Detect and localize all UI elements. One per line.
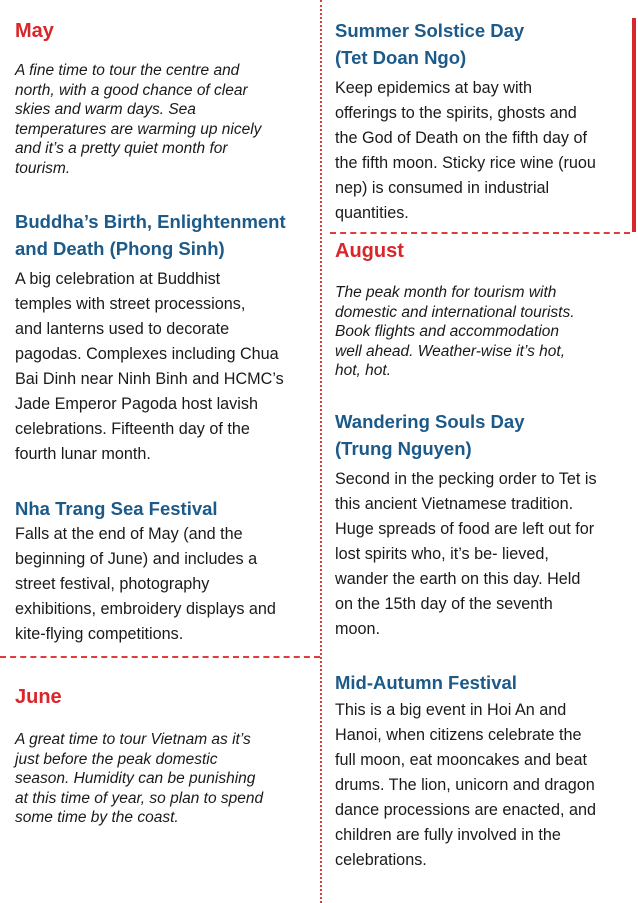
text-line: offerings to the spirits, ghosts and xyxy=(335,104,577,122)
august-intro xyxy=(335,283,630,381)
june-intro xyxy=(15,730,315,828)
nha-trang-title xyxy=(15,495,315,522)
text-line: Bai Dinh near Ninh Binh and HCMC’s xyxy=(15,370,284,388)
mid-autumn-body xyxy=(335,698,635,873)
text-line: (Tet Doan Ngo) xyxy=(335,47,467,68)
may-intro xyxy=(15,61,315,178)
text-line: fourth lunar month. xyxy=(15,445,151,463)
text-line: Summer Solstice Day xyxy=(335,20,525,41)
august-divider xyxy=(330,232,630,234)
text-line: and it’s a pretty quiet month for xyxy=(15,140,228,157)
text-line: children are fully involved in the xyxy=(335,826,561,844)
text-line: Falls at the end of May (and the xyxy=(15,525,243,543)
trung-nguyen-title xyxy=(335,408,630,462)
text-line: the fifth moon. Sticky rice wine (ruou xyxy=(335,154,596,172)
text-line: (Trung Nguyen) xyxy=(335,438,472,459)
text-line: The peak month for tourism with xyxy=(335,284,557,301)
text-line: kite-flying competitions. xyxy=(15,625,184,643)
text-line: temperatures are warming up nicely xyxy=(15,120,262,138)
text-line: exhibitions, embroidery displays and xyxy=(15,600,276,618)
text-line: A fine time to tour the centre and xyxy=(15,62,240,79)
text-line: Keep epidemics at bay with xyxy=(335,79,533,97)
text-line: moon. xyxy=(335,620,380,638)
text-line: Buddha’s Birth, Enlightenment xyxy=(15,211,286,232)
text-line: at this time of year, so plan to spend xyxy=(15,789,264,807)
august-heading: August xyxy=(335,240,404,262)
text-line: on the 15th day of the seventh xyxy=(335,595,553,613)
text-line: wander the earth on this day. Held xyxy=(335,570,581,588)
text-line: This is a big event in Hoi An and xyxy=(335,701,567,719)
text-line: A big celebration at Buddhist xyxy=(15,270,221,288)
tet-doan-ngo-body xyxy=(335,76,635,226)
text-line: domestic and international tourists. xyxy=(335,303,575,321)
text-line: Nha Trang Sea Festival xyxy=(15,498,218,519)
text-line: Hanoi, when citizens celebrate the xyxy=(335,726,582,744)
mid-autumn-title xyxy=(335,669,630,696)
text-line: skies and warm days. Sea xyxy=(15,101,196,118)
text-line: Wandering Souls Day xyxy=(335,411,525,432)
phong-sinh-body xyxy=(15,267,320,467)
text-line: and lanterns used to decorate xyxy=(15,320,230,338)
text-line: A great time to tour Vietnam as it’s xyxy=(15,731,251,748)
text-line: quantities. xyxy=(335,204,409,222)
text-line: season. Humidity can be punishing xyxy=(15,770,256,787)
text-line: lost spirits who, it’s be- lieved, xyxy=(335,545,549,563)
june-divider xyxy=(0,656,320,658)
text-line: Book flights and accommodation xyxy=(335,323,560,340)
text-line: just before the peak domestic xyxy=(15,750,218,768)
text-line: Huge spreads of food are left out for xyxy=(335,520,595,538)
text-line: beginning of June) and includes a xyxy=(15,550,258,568)
text-line: full moon, eat mooncakes and beat xyxy=(335,751,587,769)
text-line: drums. The lion, unicorn and dragon xyxy=(335,776,595,794)
text-line: well ahead. Weather-wise it’s hot, xyxy=(335,342,566,360)
text-line: celebrations. Fifteenth day of the xyxy=(15,420,250,438)
trung-nguyen-body xyxy=(335,467,635,642)
text-line: hot, hot. xyxy=(335,362,392,379)
text-line: the God of Death on the fifth day of xyxy=(335,129,587,147)
text-line: Jade Emperor Pagoda host lavish xyxy=(15,395,258,413)
text-line: temples with street processions, xyxy=(15,295,246,313)
phong-sinh-title xyxy=(15,208,315,262)
tet-doan-ngo-title xyxy=(335,17,630,71)
column-divider xyxy=(320,0,322,903)
may-heading: May xyxy=(15,20,54,42)
text-line: Mid-Autumn Festival xyxy=(335,672,517,693)
text-line: north, with a good chance of clear xyxy=(15,81,248,99)
nha-trang-body xyxy=(15,522,320,647)
text-line: pagodas. Complexes including Chua xyxy=(15,345,279,363)
text-line: tourism. xyxy=(15,159,71,177)
june-heading: June xyxy=(15,686,62,708)
text-line: dance processions are enacted, and xyxy=(335,801,596,819)
text-line: and Death (Phong Sinh) xyxy=(15,238,225,259)
text-line: Second in the pecking order to Tet is xyxy=(335,470,597,488)
text-line: street festival, photography xyxy=(15,575,210,593)
text-line: nep) is consumed in industrial xyxy=(335,179,550,197)
text-line: celebrations. xyxy=(335,851,427,869)
text-line: some time by the coast. xyxy=(15,809,179,826)
text-line: this ancient Vietnamese tradition. xyxy=(335,495,574,513)
